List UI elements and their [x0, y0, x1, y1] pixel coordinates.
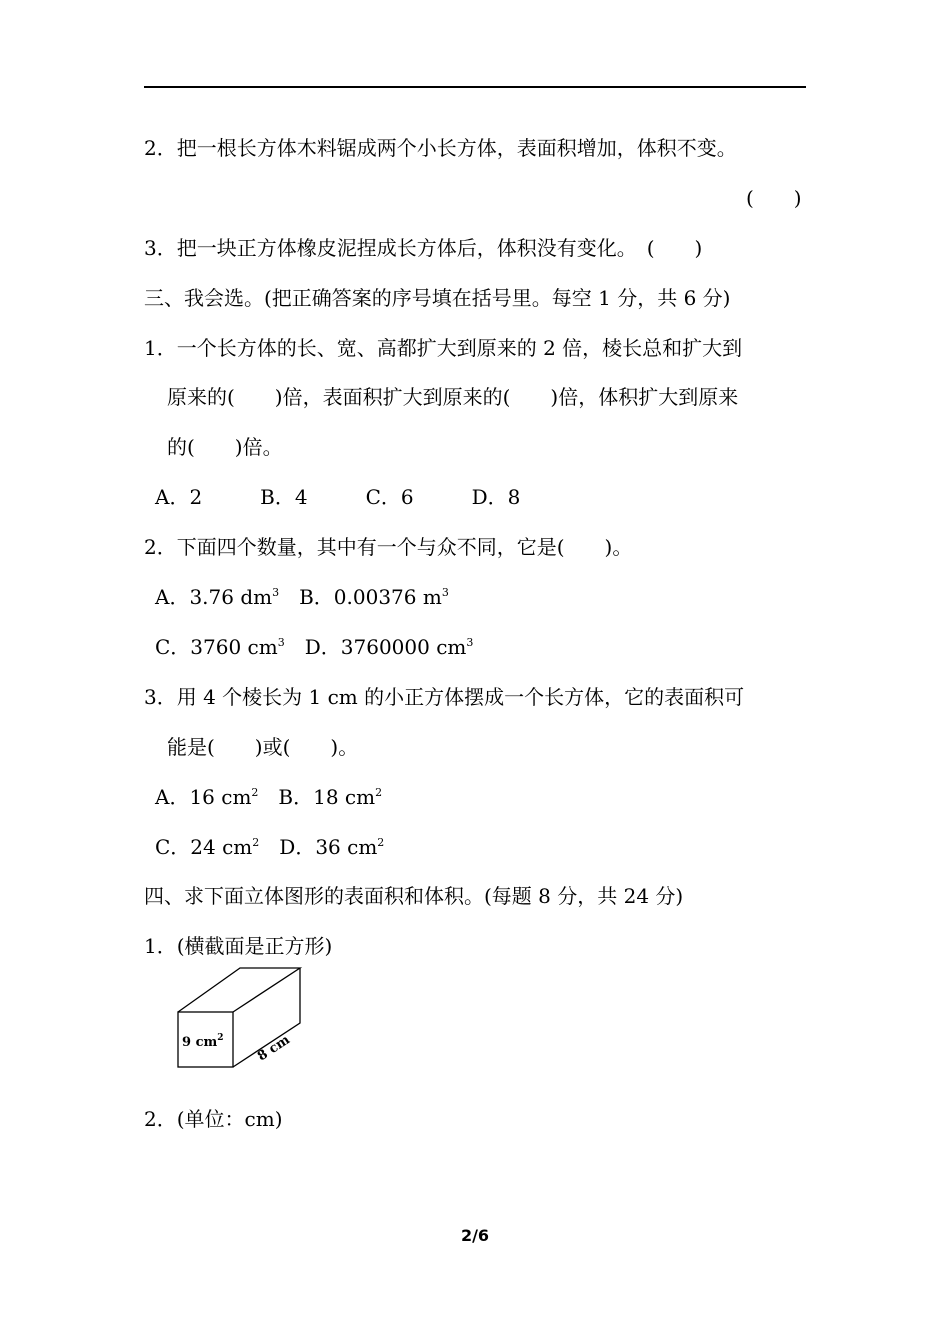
judge-q2: 2．把一根长方体木料锯成两个小长方体，表面积增加，体积不变。	[144, 136, 737, 160]
choice-q2: 2．下面四个数量，其中有一个与众不同，它是( )。	[144, 535, 633, 559]
option-b: B．4	[260, 485, 308, 509]
judge-q3: 3．把一块正方体橡皮泥捏成长方体后，体积没有变化。 ( )	[144, 236, 703, 260]
cuboid-top-face	[178, 968, 300, 1012]
cuboid-drawing	[170, 962, 310, 1074]
option-c: C．3760 $cm^3$	[155, 635, 285, 659]
choice-q1-line1: 1．一个长方体的长、宽、高都扩大到原来的 2 倍，棱长总和扩大到	[144, 336, 743, 360]
length-label: 8 cm	[255, 1032, 293, 1065]
choice-q2-options-row1	[155, 583, 449, 611]
choice-q1-options	[155, 483, 520, 511]
cuboid-figure	[170, 962, 310, 1074]
choice-q1-line2: 原来的( )倍，表面积扩大到原来的( )倍，体积扩大到原来	[167, 385, 739, 409]
option-b: B．0.00376 $m^3$	[299, 585, 449, 609]
choice-q3-line1: 3．用 4 个棱长为 1 cm 的小正方体摆成一个长方体，它的表面积可	[144, 685, 745, 709]
option-a: A．2	[155, 485, 203, 509]
problem-2-label: 2．(单位：cm)	[144, 1107, 283, 1131]
choice-q3-line2: 能是( )或( )。	[167, 735, 359, 759]
option-d: D．36 $cm^2$	[279, 835, 385, 859]
page-number: 2/6	[460, 1226, 490, 1245]
header-rule	[144, 86, 806, 88]
choice-q2-options-row2	[155, 633, 473, 661]
problem-1-label: 1．(横截面是正方形)	[144, 934, 333, 958]
face-area-label: 9 $cm^2$	[182, 1033, 224, 1050]
section-3-heading: 三、我会选。(把正确答案的序号填在括号里。每空 1 分，共 6 分)	[144, 286, 731, 310]
option-d: D．8	[471, 485, 521, 509]
option-b: B．18 $cm^2$	[278, 785, 383, 809]
choice-q3-options-row1	[155, 783, 382, 811]
choice-q3-options-row2	[155, 833, 384, 861]
option-d: D．3760000 $cm^3$	[304, 635, 474, 659]
option-a: A．16 $cm^2$	[155, 785, 259, 809]
option-a: A．3.76 $dm^3$	[155, 585, 280, 609]
option-c: C．24 $cm^2$	[155, 835, 260, 859]
judge-q2-answer-paren: ( )	[746, 186, 802, 210]
section-4-heading: 四、求下面立体图形的表面积和体积。(每题 8 分，共 24 分)	[144, 884, 684, 908]
option-c: C．6	[365, 485, 414, 509]
choice-q1-line3: 的( )倍。	[167, 435, 283, 459]
